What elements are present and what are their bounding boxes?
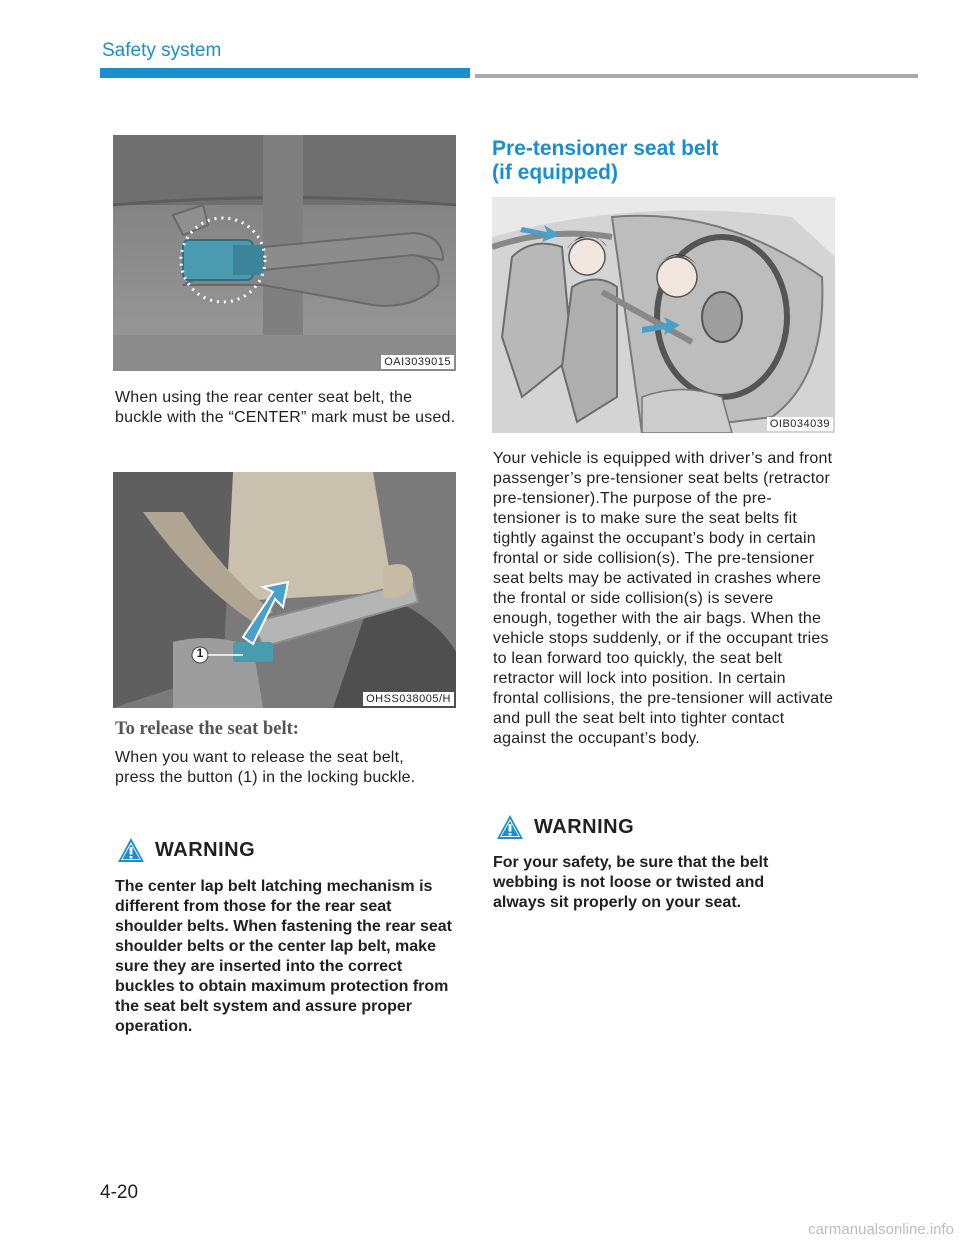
section-title: Safety system — [102, 40, 222, 61]
figure-center-seat-belt — [113, 135, 456, 371]
center-belt-illustration — [113, 135, 456, 371]
pretensioner-illustration — [492, 197, 835, 433]
pretensioner-heading-line2: (if equipped) — [492, 161, 618, 184]
warning-label: WARNING — [534, 815, 635, 838]
warning-text-left: The center lap belt latching mechanism is different from those for the rear seat shoulder belts. When fastening the rear seat shoulder belts or the center lap belt, make sure they are inserted into the correct buckles to obtain maximum protection from the seat belt system and assure proper operation. — [115, 878, 452, 1035]
header-rule-gray — [475, 74, 918, 78]
callout-number-1: 1 — [196, 646, 204, 660]
warning-triangle-icon — [117, 837, 145, 863]
pretensioner-heading-line1: Pre-tensioner seat belt — [492, 137, 719, 160]
release-heading: To release the seat belt: — [115, 719, 299, 739]
release-paragraph: When you want to release the seat belt, press the button (1) in the locking buckle. — [115, 749, 416, 786]
warning-triangle-icon — [496, 814, 524, 840]
figure-release-seat-belt — [113, 472, 456, 708]
header-rule-blue — [100, 68, 470, 78]
release-belt-illustration — [113, 472, 456, 708]
pretensioner-heading — [492, 137, 718, 185]
pretensioner-paragraph: Your vehicle is equipped with driver’s and front passenger’s pre-tensioner seat belts (retractor pre-tensioner).The purpose of the pre-tensioner is to make sure the seat belts fit tightly against the occupant’s body in certain frontal or side collision(s). The pre-tensioner seat belts may be activated in crashes where the frontal or side collision(s) is severe enough, together with the air bags. When the vehicle stops suddenly, or if the occupant tries to lean forward too quickly, the seat belt retractor will lock into position. In certain frontal collisions, the pre-tensioner will activate and pull the seat belt into tighter contact against the occupant’s body. — [493, 450, 834, 747]
figure-code: OHSS038005/H — [363, 692, 454, 706]
figure-pretensioner — [492, 197, 835, 433]
warning-text-right: For your safety, be sure that the belt webbing is not loose or twisted and always sit properly on your seat. — [493, 854, 769, 911]
page-number: 4-20 — [100, 1182, 139, 1203]
warning-header-right — [496, 814, 634, 840]
watermark: carmanualsonline.info — [808, 1221, 954, 1238]
figure-code: OAI3039015 — [381, 355, 454, 369]
figure-code: OIB034039 — [767, 417, 833, 431]
center-belt-paragraph: When using the rear center seat belt, the buckle with the “CENTER” mark must be used. — [115, 389, 456, 426]
warning-label: WARNING — [155, 838, 256, 861]
warning-header-left — [117, 837, 255, 863]
